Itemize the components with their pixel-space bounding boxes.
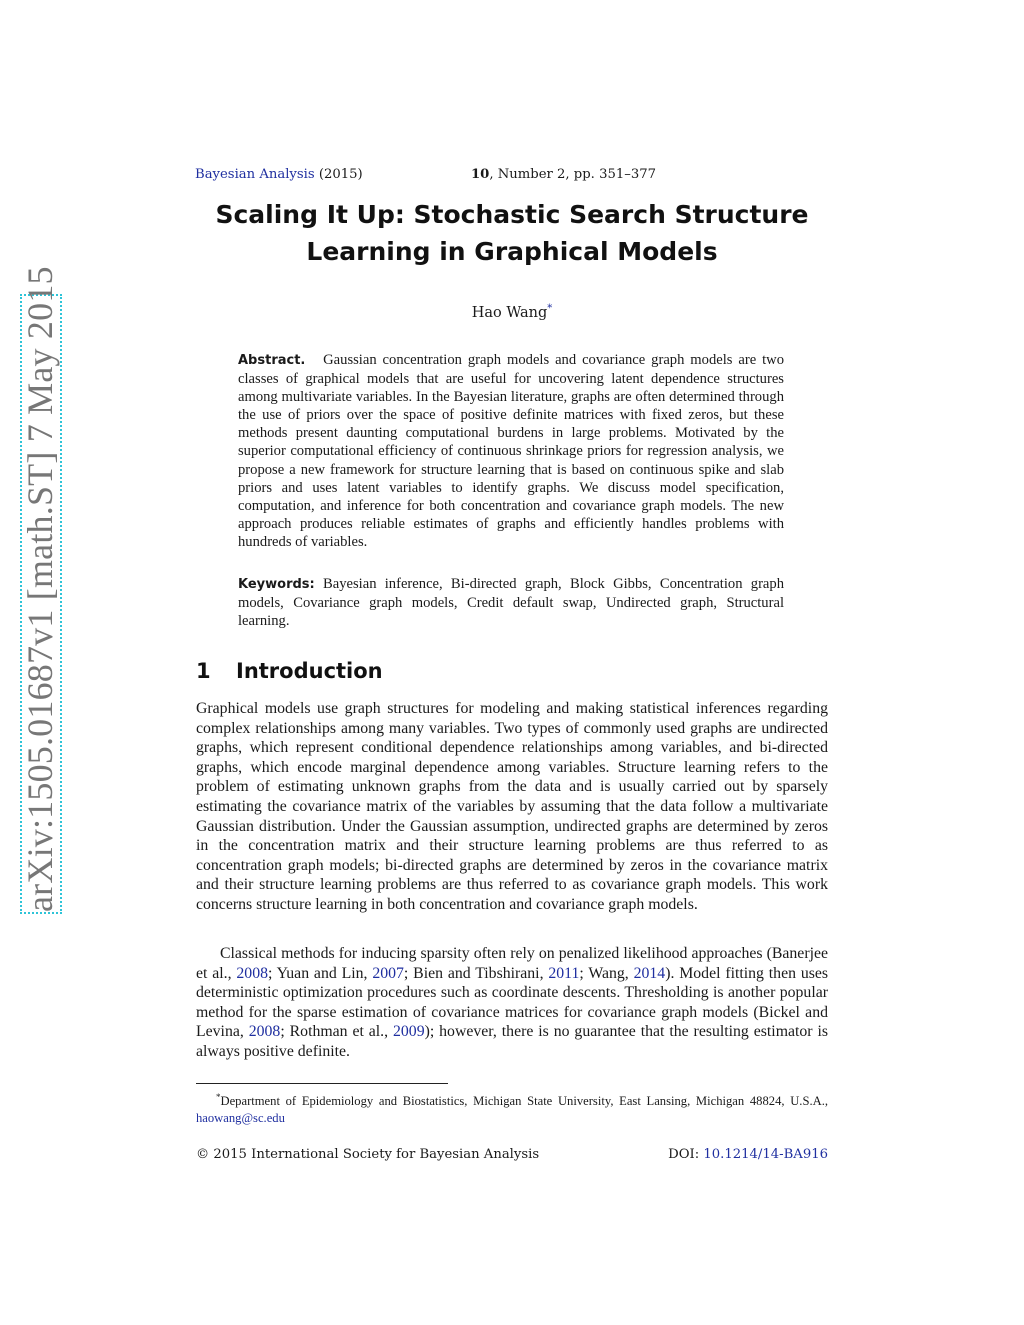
- intro-paragraph-1: Graphical models use graph structures for modeling and making statistical inferences regarding complex relationships among many variables. Two types of commonly used graphs are undirected graphs, which represent conditional dependence relationships among variables, and bi-directed graphs, which encode marginal dependence among variables. Structure learning refers to the problem of estimating unknown graphs from the data and is usually carried out by sparsely estimating the covariance matrix of the variables by assuming that the data follow a multivariate Gaussian distribution. Under the Gaussian assumption, undirected graphs are determined by zeros in the concentration matrix and their structure learning problems are thus referred to as concentration graph models; bi-directed graphs are determined by zeros in the covariance matrix and their structure learning problems are thus referred to as covariance graph models. This work concerns structure learning in both concentration and covariance graph models.: [196, 700, 828, 913]
- doi-link[interactable]: 10.1214/14-BA916: [703, 1147, 828, 1162]
- citation-link[interactable]: 2008: [248, 1023, 281, 1041]
- paragraph-text: Classical methods for inducing sparsity often rely on penalized likelihood approaches (Banerjee et al.,: [196, 945, 828, 982]
- footnote: [196, 1089, 828, 1126]
- paper-title: Scaling It Up: Stochastic Search Structure Learning in Graphical Models: [215, 200, 809, 266]
- author-footnote-link[interactable]: *: [547, 303, 553, 314]
- footnote-mark: *: [216, 1092, 221, 1102]
- paragraph-text: ); however, there is no guarantee that the resulting estimator is always positive definite.: [196, 1023, 828, 1060]
- paragraph-text: ). Model fitting then uses deterministic optimization procedures such as coordinate descents. Thresholding is another popular method for the sparse estimation of covariance matrices for covariance graph models (Bickel and Levina,: [196, 964, 829, 1041]
- author-name: Hao Wang: [471, 304, 548, 321]
- citation-link[interactable]: 2007: [372, 964, 404, 982]
- abstract: [238, 351, 784, 551]
- journal-header: [195, 166, 675, 184]
- copyright-notice: © 2015 International Society for Bayesian Analysis: [196, 1147, 540, 1162]
- footnote-text: Department of Epidemiology and Biostatistics, Michigan State University, East Lansing, Michigan 48824, U.S.A.,: [220, 1094, 828, 1109]
- arxiv-identifier-stamp: arXiv:1505.01687v1 [math.ST] 7 May 2015: [20, 266, 60, 912]
- section-number: 1: [196, 659, 211, 683]
- journal-citation: [195, 166, 363, 184]
- paragraph-text: ; Bien and Tibshirani,: [403, 964, 549, 982]
- section-heading: [196, 657, 383, 685]
- abstract-label: Abstract.: [238, 353, 306, 368]
- doi-label: DOI:: [668, 1147, 704, 1162]
- journal-name-link[interactable]: Bayesian Analysis: [195, 167, 315, 182]
- email-link[interactable]: haowang@sc.edu: [196, 1110, 285, 1125]
- footnote-rule: [196, 1083, 448, 1084]
- keywords: [238, 575, 784, 630]
- issue-pages: , Number 2, pp. 351–377: [489, 167, 656, 182]
- paragraph-text: ; Yuan and Lin,: [267, 964, 373, 982]
- journal-year: (2015): [318, 167, 363, 182]
- author-line: [196, 300, 828, 322]
- abstract-text: Gaussian concentration graph models and covariance graph models are two classes of graphical models that are useful for uncovering latent dependence structures among multivariate variables. In the Bayesian literature, graphs are often determined through the use of priors over the space of positive definite matrices with fixed zeros, but these methods present daunting computational burdens in large problems. Motivated by the superior computational efficiency of continuous shrinkage priors for regression analysis, we propose a new framework for structure learning that is based on continuous spike and slab priors and uses latent variables to identify graphs. We discuss model specification, computation, and inference for both concentration and covariance graph models. The new approach produces reliable estimates of graphs and efficiently handles problems with hundreds of variables.: [238, 352, 784, 550]
- paragraph-text: ; Wang,: [579, 964, 634, 982]
- keywords-label: Keywords:: [238, 577, 315, 592]
- keywords-text: Bayesian inference, Bi-directed graph, Block Gibbs, Concentration graph models, Covariance graph models, Credit default swap, Undirected graph, Structural learning.: [238, 576, 784, 630]
- citation-link[interactable]: 2011: [548, 964, 580, 982]
- volume-info: [471, 166, 656, 184]
- citation-link[interactable]: 2009: [393, 1023, 425, 1041]
- citation-link[interactable]: 2008: [236, 964, 268, 982]
- paragraph-text: ; Rothman et al.,: [280, 1023, 393, 1041]
- intro-paragraph-2: [196, 944, 828, 1062]
- section-title: Introduction: [236, 659, 383, 683]
- page-footer: [196, 1145, 828, 1165]
- volume-number: 10: [471, 167, 490, 182]
- citation-link[interactable]: 2014: [633, 964, 666, 982]
- doi-line: [668, 1145, 828, 1165]
